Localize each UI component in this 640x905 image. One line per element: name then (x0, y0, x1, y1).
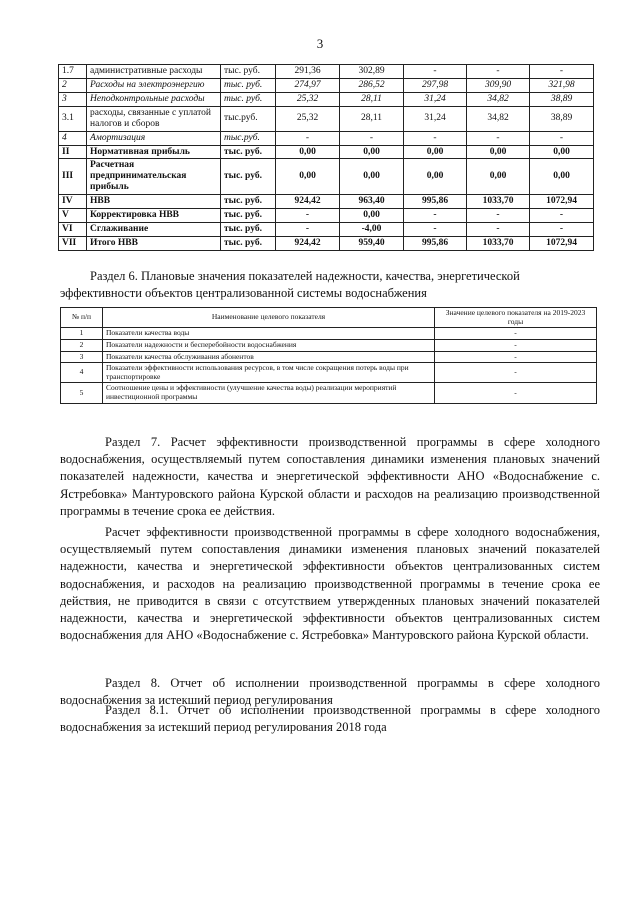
row-value: 309,90 (467, 78, 530, 92)
row-value: - (530, 209, 594, 223)
header-indicator-name: Наименование целевого показателя (103, 308, 435, 328)
row-unit: тыс.руб. (221, 106, 276, 131)
row-number: 3 (61, 351, 103, 363)
row-indicator-name: Соотношение цены и эффективности (улучшение качества воды) реализации мероприятий инвестиционной программы (103, 383, 435, 403)
row-value: 0,00 (404, 145, 467, 159)
row-target-value: - (435, 363, 597, 383)
row-number: IV (59, 195, 87, 209)
row-value: 28,11 (340, 106, 404, 131)
table-row (59, 195, 594, 209)
row-name: Неподконтрольные расходы (87, 92, 221, 106)
table-row (59, 236, 594, 250)
row-unit: тыс. руб. (221, 92, 276, 106)
row-number: 4 (59, 131, 87, 145)
row-number: 1 (61, 328, 103, 340)
table-row (59, 223, 594, 237)
section-6-title: Раздел 6. Плановые значения показателей надежности, качества, энергетической эффективности объектов централизованной системы водоснабжения (60, 269, 520, 300)
row-number: 3.1 (59, 106, 87, 131)
row-value: 0,00 (467, 145, 530, 159)
row-value: 0,00 (340, 159, 404, 195)
expenses-table (58, 64, 594, 251)
row-name: Амортизация (87, 131, 221, 145)
row-value: - (404, 65, 467, 79)
row-unit: тыс. руб. (221, 65, 276, 79)
row-value: 0,00 (340, 209, 404, 223)
row-value: 0,00 (276, 145, 340, 159)
row-target-value: - (435, 339, 597, 351)
row-value: 34,82 (467, 92, 530, 106)
row-unit: тыс. руб. (221, 223, 276, 237)
row-name: Итого НВВ (87, 236, 221, 250)
table-row (61, 363, 597, 383)
row-number: 2 (61, 339, 103, 351)
row-target-value: - (435, 328, 597, 340)
row-value: 25,32 (276, 106, 340, 131)
row-name: Сглаживание (87, 223, 221, 237)
row-unit: тыс.руб. (221, 131, 276, 145)
row-value: 0,00 (340, 145, 404, 159)
row-number: II (59, 145, 87, 159)
row-number: 3 (59, 92, 87, 106)
header-number: № п/п (61, 308, 103, 328)
table-row (61, 328, 597, 340)
row-value: 28,11 (340, 92, 404, 106)
row-value: 959,40 (340, 236, 404, 250)
table-row (61, 339, 597, 351)
row-value: 31,24 (404, 106, 467, 131)
row-value: -4,00 (340, 223, 404, 237)
header-target-value: Значение целевого показателя на 2019-2023 годы (435, 308, 597, 328)
table-row (59, 65, 594, 79)
row-number: VII (59, 236, 87, 250)
row-number: 2 (59, 78, 87, 92)
target-indicators-table (60, 307, 597, 404)
row-value: 924,42 (276, 236, 340, 250)
row-value: 274,97 (276, 78, 340, 92)
table-row (59, 131, 594, 145)
row-name: расходы, связанные с уплатой налогов и сборов (87, 106, 221, 131)
row-unit: тыс. руб. (221, 145, 276, 159)
row-number: III (59, 159, 87, 195)
row-value: 34,82 (467, 106, 530, 131)
row-value: 25,32 (276, 92, 340, 106)
row-value: - (404, 131, 467, 145)
row-name: административные расходы (87, 65, 221, 79)
row-value: - (467, 209, 530, 223)
row-name: НВВ (87, 195, 221, 209)
table-row (59, 159, 594, 195)
row-number: VI (59, 223, 87, 237)
section-7-body: Расчет эффективности производственной программы в сфере холодного водоснабжения, осуществляемый путем сопоставления динамики изменения плановых значений показателей надежности, качества и энергетической эффективности объектов централизованных систем водоснабжения, и расходов на реализацию производственной программы в течение срока ее действия, не приводится в связи с отсутствием утвержденных плановых значений показателей надежности, качества и энергетической эффективности объектов централизованных систем водоснабжения для АНО «Водоснабжение с. Ястребовка» Мантуровского района Курской области. (60, 525, 600, 643)
section-7-title: Раздел 7. Расчет эффективности производственной программы в сфере холодного водоснабжения, осуществляемый путем сопоставления динамики изменения плановых значений показателей надежности, качества и энергетической эффективности АНО «Водоснабжение с. Ястребовка» Мантуровского района Курской области и расходов на реализацию производственной программы в течение срока ее действия. (60, 435, 600, 518)
row-value: 1033,70 (467, 236, 530, 250)
row-unit: тыс. руб. (221, 159, 276, 195)
row-value: 31,24 (404, 92, 467, 106)
row-value: 1072,94 (530, 195, 594, 209)
section-8-title: Раздел 8. Отчет об исполнении производственной программы в сфере холодного водоснабжения за истекший период регулирования (60, 676, 600, 708)
row-indicator-name: Показатели качества обслуживания абонентов (103, 351, 435, 363)
row-value: - (276, 209, 340, 223)
page-number: 3 (316, 36, 324, 51)
row-value: - (530, 223, 594, 237)
row-name: Корректировка НВВ (87, 209, 221, 223)
table-row (59, 145, 594, 159)
row-value: 924,42 (276, 195, 340, 209)
row-name: Расходы на электроэнергию (87, 78, 221, 92)
table-row (61, 383, 597, 403)
row-value: 0,00 (530, 145, 594, 159)
row-value: - (404, 223, 467, 237)
row-unit: тыс. руб. (221, 209, 276, 223)
row-indicator-name: Показатели качества воды (103, 328, 435, 340)
table-row (59, 106, 594, 131)
row-number: 1.7 (59, 65, 87, 79)
row-value: - (530, 65, 594, 79)
row-value: 0,00 (530, 159, 594, 195)
table-row (61, 351, 597, 363)
row-target-value: - (435, 383, 597, 403)
row-value: 995,86 (404, 236, 467, 250)
row-value: 995,86 (404, 195, 467, 209)
row-unit: тыс. руб. (221, 236, 276, 250)
row-value: - (340, 131, 404, 145)
row-number: 4 (61, 363, 103, 383)
row-value: 38,89 (530, 106, 594, 131)
row-value: 38,89 (530, 92, 594, 106)
row-number: 5 (61, 383, 103, 403)
row-name: Нормативная прибыль (87, 145, 221, 159)
row-value: - (530, 131, 594, 145)
row-value: - (276, 131, 340, 145)
row-value: - (404, 209, 467, 223)
row-value: 1072,94 (530, 236, 594, 250)
row-value: - (467, 131, 530, 145)
row-name: Расчетная предпринимательская прибыль (87, 159, 221, 195)
row-unit: тыс. руб. (221, 195, 276, 209)
row-value: 286,52 (340, 78, 404, 92)
row-value: - (467, 223, 530, 237)
row-value: 302,89 (340, 65, 404, 79)
row-unit: тыс. руб. (221, 78, 276, 92)
row-indicator-name: Показатели надежности и бесперебойности водоснабжения (103, 339, 435, 351)
table-row (59, 209, 594, 223)
row-value: 1033,70 (467, 195, 530, 209)
row-number: V (59, 209, 87, 223)
row-value: 0,00 (404, 159, 467, 195)
section-8-1-title: Раздел 8.1. Отчет об исполнении производственной программы в сфере холодного водоснабжения за истекший период регулирования 2018 года (60, 703, 600, 735)
row-value: 0,00 (467, 159, 530, 195)
table-row (59, 92, 594, 106)
row-value: - (276, 223, 340, 237)
table-row (59, 78, 594, 92)
row-value: - (467, 65, 530, 79)
row-value: 321,98 (530, 78, 594, 92)
row-value: 291,36 (276, 65, 340, 79)
row-value: 297,98 (404, 78, 467, 92)
row-value: 963,40 (340, 195, 404, 209)
row-target-value: - (435, 351, 597, 363)
row-value: 0,00 (276, 159, 340, 195)
row-indicator-name: Показатели эффективности использования ресурсов, в том числе сокращения потерь воды при транспортировке (103, 363, 435, 383)
table-header-row (61, 308, 597, 328)
